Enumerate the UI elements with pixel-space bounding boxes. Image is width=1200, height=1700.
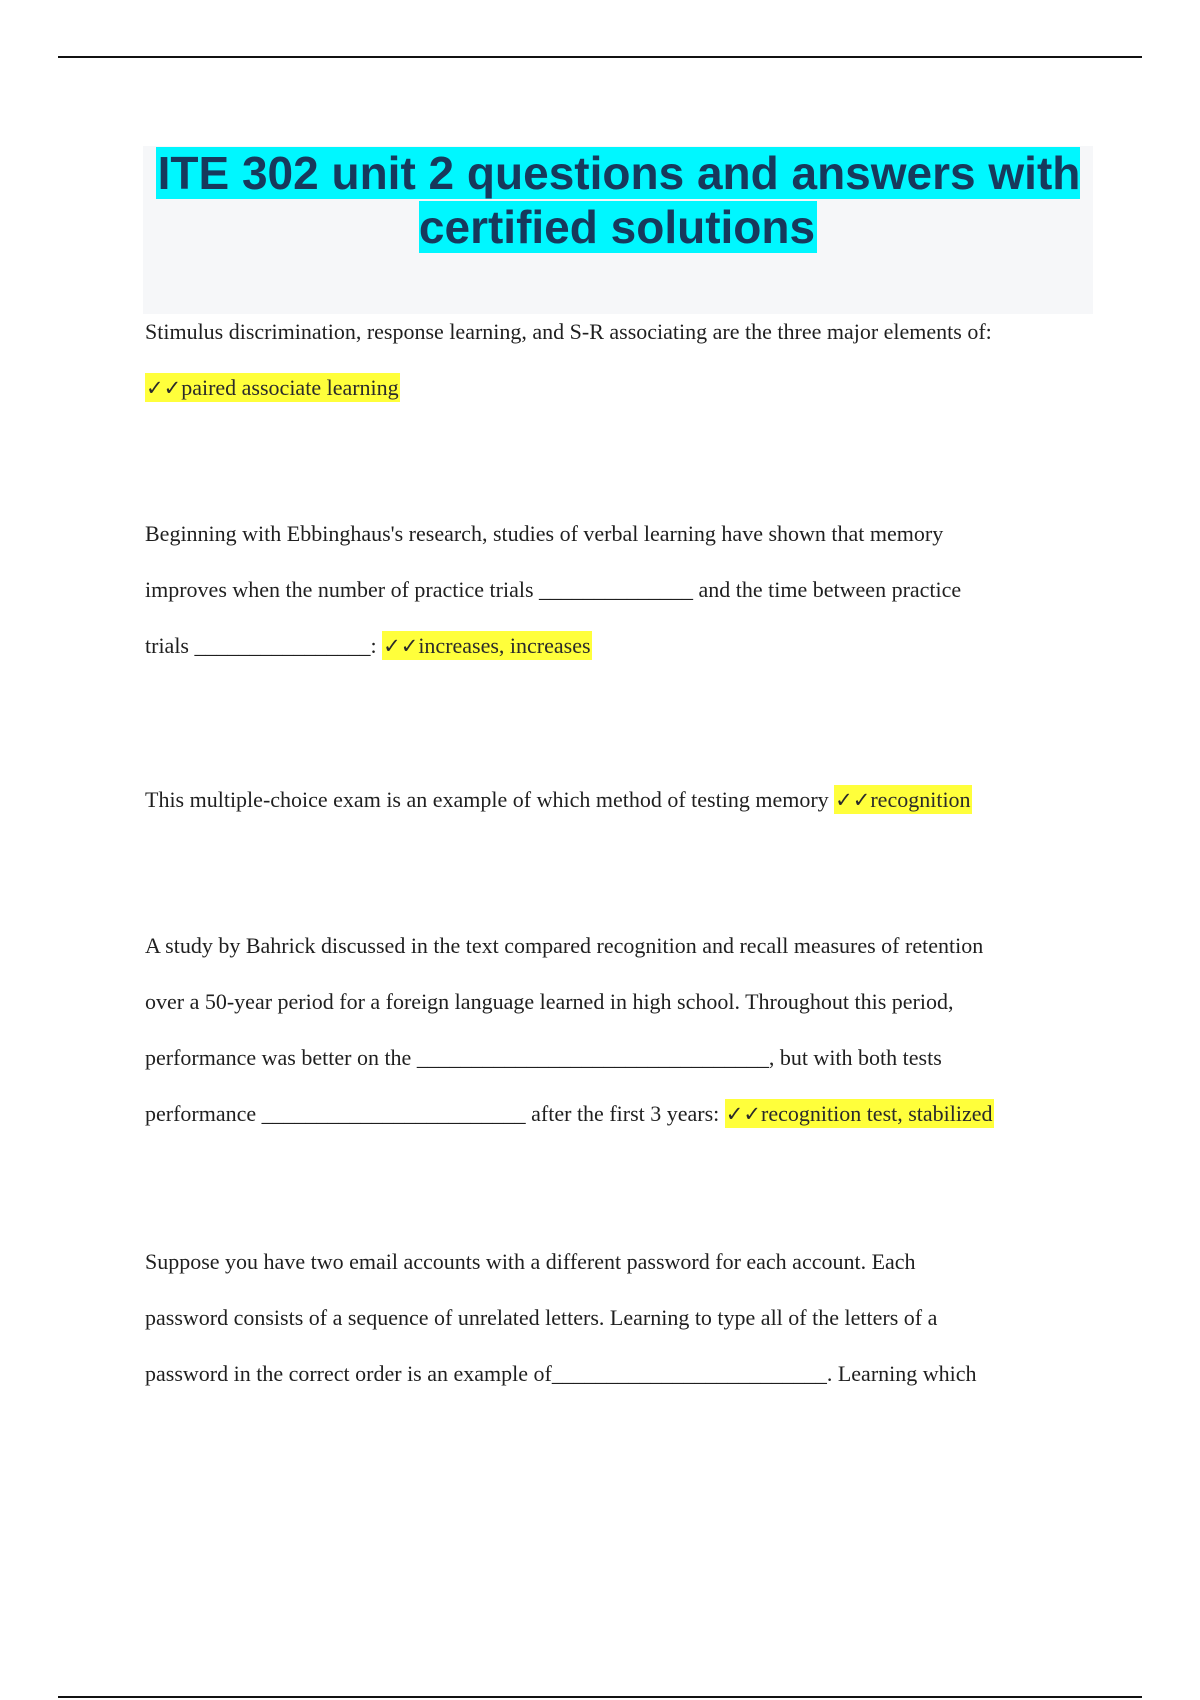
question-line: Stimulus discrimination, response learning, and S-R associating are the three major elements of: <box>145 319 992 344</box>
answer-highlight <box>382 631 591 660</box>
answer-prefix: performance ________________________ after the first 3 years: <box>145 1101 725 1126</box>
question-block-4 <box>145 918 1095 1142</box>
answer-highlight <box>834 785 971 814</box>
question-block-5 <box>145 1234 1095 1402</box>
answer-highlight <box>145 373 400 402</box>
question-block-2 <box>145 506 1095 674</box>
question-block-3 <box>145 772 1095 828</box>
question-line: A study by Bahrick discussed in the text compared recognition and recall measures of retention <box>145 933 984 958</box>
answer-text: increases, increases <box>418 633 591 658</box>
bottom-rule <box>58 1696 1142 1698</box>
question-block-1 <box>145 304 1095 416</box>
answer-line <box>145 1086 1095 1142</box>
question-line: Suppose you have two email accounts with a different password for each account. Each <box>145 1249 916 1274</box>
question-line: over a 50-year period for a foreign language learned in high school. Throughout this period, <box>145 989 954 1014</box>
answer-text: recognition <box>870 787 971 812</box>
answer-prefix: This multiple-choice exam is an example of which method of testing memory <box>145 787 835 812</box>
document-title <box>143 146 1093 254</box>
answer-text: paired associate learning <box>181 375 399 400</box>
checkmark-icon: ✓✓ <box>383 634 419 658</box>
question-line: Beginning with Ebbinghaus's research, studies of verbal learning have shown that memory <box>145 521 944 546</box>
title-highlight: ITE 302 unit 2 questions and answers with certified solutions <box>157 147 1081 253</box>
question-line: password consists of a sequence of unrelated letters. Learning to type all of the letters of a <box>145 1305 938 1330</box>
answer-line <box>145 360 1095 416</box>
answer-line <box>145 772 1095 828</box>
answer-line <box>145 618 1095 674</box>
checkmark-icon: ✓✓ <box>146 376 182 400</box>
question-line: improves when the number of practice trials ______________ and the time between practice <box>145 577 962 602</box>
answer-text: recognition test, stabilized <box>761 1101 993 1126</box>
checkmark-icon: ✓✓ <box>725 1102 761 1126</box>
question-line: password in the correct order is an example of_________________________. Learning which <box>145 1361 977 1386</box>
answer-highlight <box>725 1099 994 1128</box>
checkmark-icon: ✓✓ <box>835 788 871 812</box>
question-line: performance was better on the ________________________________, but with both tests <box>145 1045 942 1070</box>
top-rule <box>58 56 1142 58</box>
answer-prefix: trials ________________: <box>145 633 383 658</box>
document-body <box>145 304 1095 1402</box>
